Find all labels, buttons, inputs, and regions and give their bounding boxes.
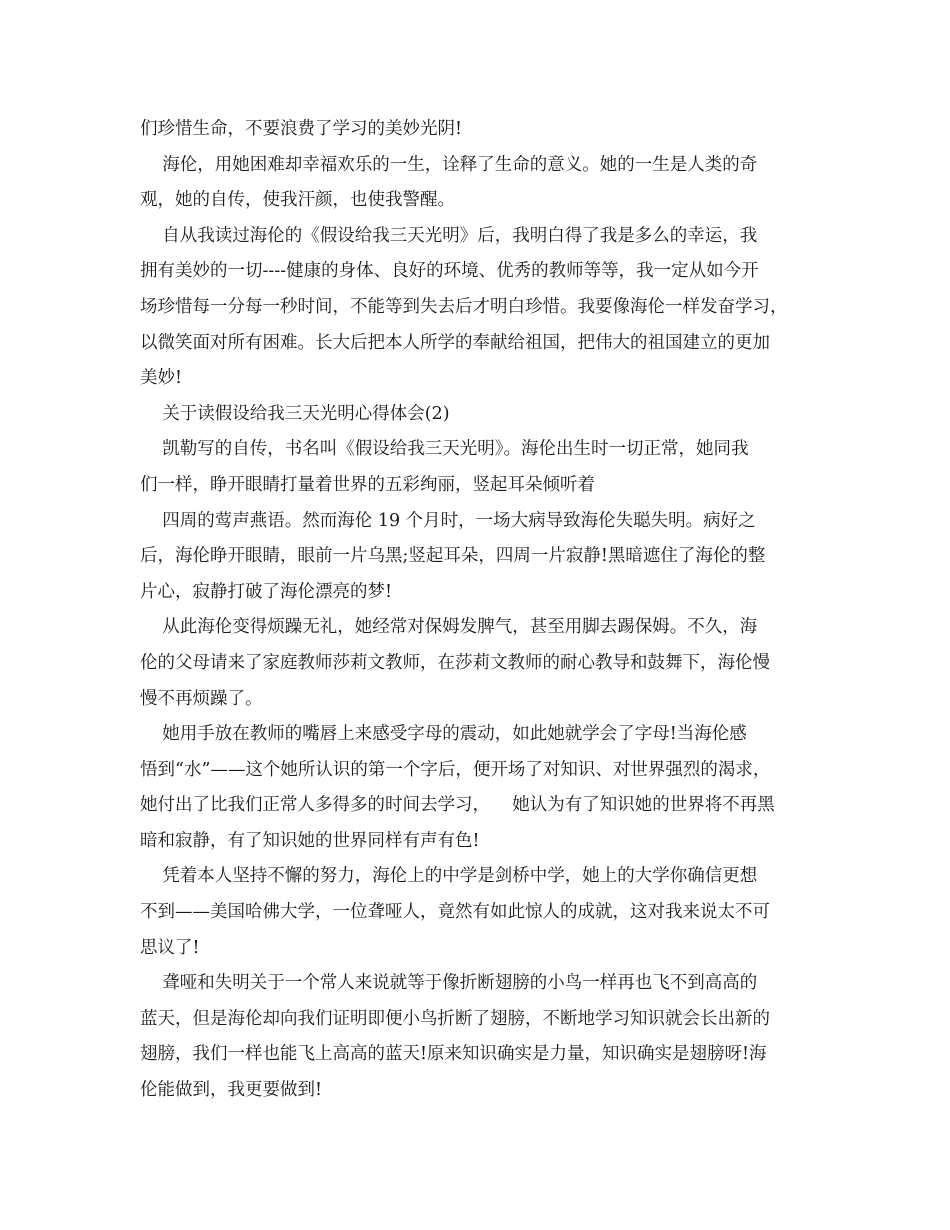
text-line: 伦的父母请来了家庭教师莎莉文教师，在莎莉文教师的耐心教导和鼓舞下，海伦慢: [140, 652, 770, 673]
text-line: 们一样，睁开眼睛打量着世界的五彩绚丽，竖起耳朵倾听着: [140, 474, 595, 495]
text-line: 后，海伦睁开眼睛，眼前一片乌黑;竖起耳朵，四周一片寂静!黑暗遮住了海伦的整: [140, 546, 766, 567]
section-heading: 关于读假设给我三天光明心得体会(2): [140, 403, 450, 424]
text-line: 她付出了比我们正常人多得多的时间去学习， 她认为有了知识她的世界将不再黑: [140, 795, 775, 816]
text-line: 慢不再烦躁了。: [140, 688, 263, 709]
text-line: 凭着本人坚持不懈的努力，海伦上的中学是剑桥中学，她上的大学你确信更想: [140, 866, 758, 887]
text-line: 自从我读过海伦的《假设给我三天光明》后，我明白得了我是多么的幸运，我: [140, 225, 758, 246]
text-line: 聋哑和失明关于一个常人来说就等于像折断翅膀的小鸟一样再也飞不到高高的: [140, 973, 758, 994]
text-line: 翅膀，我们一样也能飞上高高的蓝天!原来知识确实是力量，知识确实是翅膀呀!海: [140, 1044, 767, 1065]
text-line: 不到——美国哈佛大学，一位聋哑人，竟然有如此惊人的成就，这对我来说太不可: [140, 902, 770, 923]
text-line: 观，她的自传，使我汗颜，也使我警醒。: [140, 190, 455, 211]
text-line: 暗和寂静，有了知识她的世界同样有声有色!: [140, 830, 480, 851]
text-line: 片心，寂静打破了海伦漂亮的梦!: [140, 581, 393, 602]
text-line: 思议了!: [140, 937, 200, 958]
text-line: 们珍惜生命，不要浪费了学习的美妙光阴!: [140, 119, 463, 139]
text-line: 海伦，用她困难却幸福欢乐的一生，诠释了生命的意义。她的一生是人类的奇: [140, 154, 758, 175]
text-line: 伦能做到，我更要做到!: [140, 1080, 323, 1101]
text-line: 她用手放在教师的嘴唇上来感受字母的震动，如此她就学会了字母!当海伦感: [140, 724, 747, 745]
text-line: 以微笑面对所有困难。长大后把本人所学的奉献给祖国，把伟大的祖国建立的更加: [140, 332, 770, 353]
document-body: [140, 112, 820, 1109]
text-line: 蓝天，但是海伦却向我们证明即便小鸟折断了翅膀，不断地学习知识就会长出新的: [140, 1008, 770, 1029]
text-line: 美妙!: [140, 368, 183, 389]
text-line: 凯勒写的自传，书名叫《假设给我三天光明》。海伦出生时一切正常，她同我: [140, 439, 749, 460]
text-line: 四周的莺声燕语。然而海伦 19 个月时，一场大病导致海伦失聪失明。病好之: [140, 510, 756, 531]
text-line: 从此海伦变得烦躁无礼，她经常对保姆发脾气，甚至用脚去踢保姆。不久，海: [140, 617, 758, 638]
text-line: 拥有美妙的一切----健康的身体、良好的环境、优秀的教师等等，我一定从如今开: [140, 261, 759, 282]
text-line: 场珍惜每一分每一秒时间，不能等到失去后才明白珍惜。我要像海伦一样发奋学习，: [140, 296, 788, 317]
text-line: 悟到“水”——这个她所认识的第一个字后，便开场了对知识、对世界强烈的渴求，: [140, 759, 771, 780]
